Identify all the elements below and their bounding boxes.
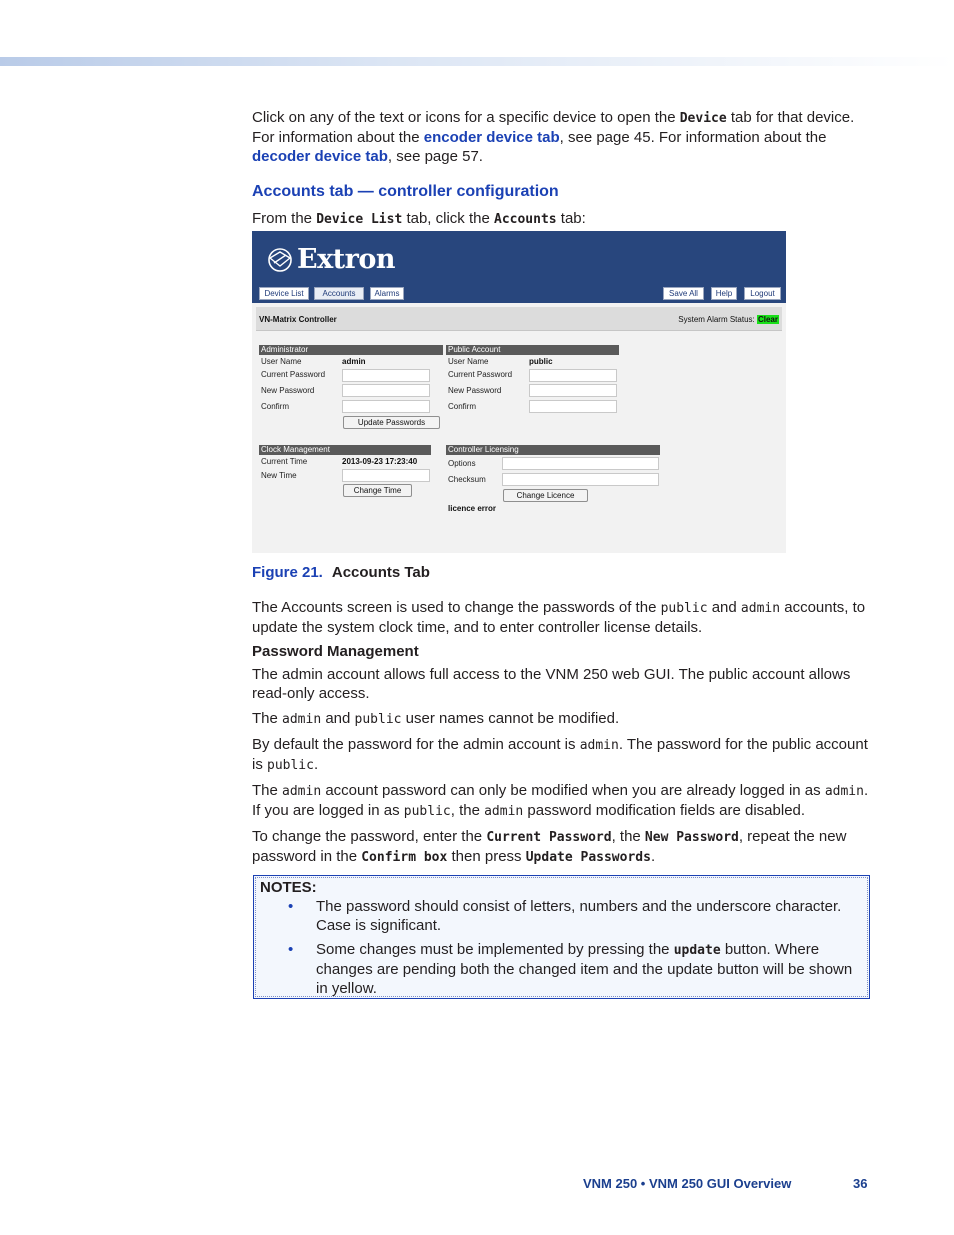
update-passwords-button[interactable]: Update Passwords	[343, 416, 440, 429]
alarm-status-badge: Clear	[757, 315, 778, 324]
encoder-device-tab-link[interactable]: encoder device tab	[423, 129, 560, 146]
public-account-section-header: Public Account	[446, 345, 619, 355]
controller-name: VN-Matrix Controller	[259, 315, 337, 324]
controller-status-bar	[256, 307, 782, 331]
tab-alarms[interactable]: Alarms	[370, 287, 404, 300]
save-all-button[interactable]: Save All	[663, 287, 704, 300]
new-time-label: New Time	[261, 471, 297, 480]
system-alarm-status: System Alarm Status: Clear	[678, 315, 778, 324]
controller-licensing-section-header: Controller Licensing	[446, 445, 660, 455]
tab-accounts[interactable]: Accounts	[314, 287, 364, 300]
note-item-2: Some changes must be implemented by pressing the update button. Where changes are pending both the changed item and the update button will be shown in yellow.	[316, 941, 853, 997]
checksum-input[interactable]	[502, 473, 659, 486]
current-time-label: Current Time	[261, 457, 308, 466]
notes-title: NOTES:	[260, 879, 317, 896]
default-password-paragraph: By default the password for the admin account is admin. The password for the public account is public.	[252, 736, 868, 773]
clock-management-section-header: Clock Management	[259, 445, 431, 455]
extron-logo	[266, 244, 395, 275]
intro-paragraph: Click on any of the text or icons for a specific device to open the Device tab for that device. For information about the encoder device tab, see page 45. For information about the decoder device tab, see page 57.	[252, 109, 855, 165]
from-paragraph: From the Device List tab, click the Accounts tab:	[252, 210, 586, 227]
public-user-name-label: User Name	[448, 357, 489, 366]
public-new-password-label: New Password	[448, 386, 502, 395]
extron-wordmark: Extron	[297, 244, 396, 275]
checksum-label: Checksum	[448, 475, 486, 484]
section-heading: Accounts tab — controller configuration	[252, 183, 559, 200]
body-section	[252, 598, 872, 873]
public-current-password-label: Current Password	[448, 370, 513, 379]
tab-device-list[interactable]: Device List	[259, 287, 309, 300]
modification-paragraph: The admin account password can only be modified when you are already logged in as admin. If you are logged in as public, the admin password modification fields are disabled.	[252, 782, 869, 819]
extron-header	[252, 231, 786, 303]
new-time-input[interactable]	[342, 469, 430, 482]
licence-error-text: licence error	[448, 504, 497, 513]
figure-title: Accounts Tab	[331, 564, 430, 581]
admin-user-name-label: User Name	[261, 357, 302, 366]
help-button[interactable]: Help	[711, 287, 737, 300]
footer-title: VNM 250 • VNM 250 GUI Overview	[583, 1176, 792, 1191]
intro-section	[252, 108, 872, 235]
admin-current-password-input[interactable]	[342, 369, 430, 382]
admin-new-password-label: New Password	[261, 386, 315, 395]
public-confirm-input[interactable]	[529, 400, 617, 413]
figure-number: Figure 21.	[252, 564, 323, 581]
admin-user-name-value: admin	[342, 357, 366, 366]
extron-globe-icon	[266, 246, 294, 274]
usernames-paragraph: The admin and public user names cannot be modified.	[252, 710, 620, 727]
admin-confirm-input[interactable]	[342, 400, 430, 413]
public-new-password-input[interactable]	[529, 384, 617, 397]
current-time-value: 2013-09-23 17:23:40	[342, 457, 418, 466]
options-label: Options	[448, 459, 476, 468]
password-management-heading: Password Management	[252, 643, 419, 660]
admin-new-password-input[interactable]	[342, 384, 430, 397]
public-user-name-value: public	[529, 357, 553, 366]
bullet-icon: •	[288, 898, 294, 915]
admin-confirm-label: Confirm	[261, 402, 290, 411]
accounts-description-paragraph: The Accounts screen is used to change the passwords of the public and admin accounts, to update the system clock time, and to enter controller license details.	[252, 599, 866, 636]
access-paragraph: The admin account allows full access to the VNM 250 web GUI. The public account allows read-only access.	[252, 666, 851, 702]
administrator-section-header: Administrator	[259, 345, 443, 355]
accounts-tab-screenshot	[252, 231, 786, 553]
admin-current-password-label: Current Password	[261, 370, 326, 379]
page-number: 36	[853, 1176, 868, 1191]
options-input[interactable]	[502, 457, 659, 470]
bullet-icon: •	[288, 941, 294, 958]
decoder-device-tab-link[interactable]: decoder device tab	[252, 148, 388, 165]
figure-caption	[252, 564, 430, 581]
notes-box	[253, 875, 870, 999]
change-password-paragraph: To change the password, enter the Current Password, the New Password, repeat the new password in the Confirm box then press Update Passwords.	[252, 828, 847, 865]
header-gradient-bar	[0, 57, 954, 66]
change-licence-button[interactable]: Change Licence	[503, 489, 588, 502]
note-item-1: The password should consist of letters, numbers and the underscore character. Case is significant.	[316, 898, 842, 934]
logout-button[interactable]: Logout	[744, 287, 781, 300]
change-time-button[interactable]: Change Time	[343, 484, 412, 497]
public-confirm-label: Confirm	[448, 402, 477, 411]
public-current-password-input[interactable]	[529, 369, 617, 382]
